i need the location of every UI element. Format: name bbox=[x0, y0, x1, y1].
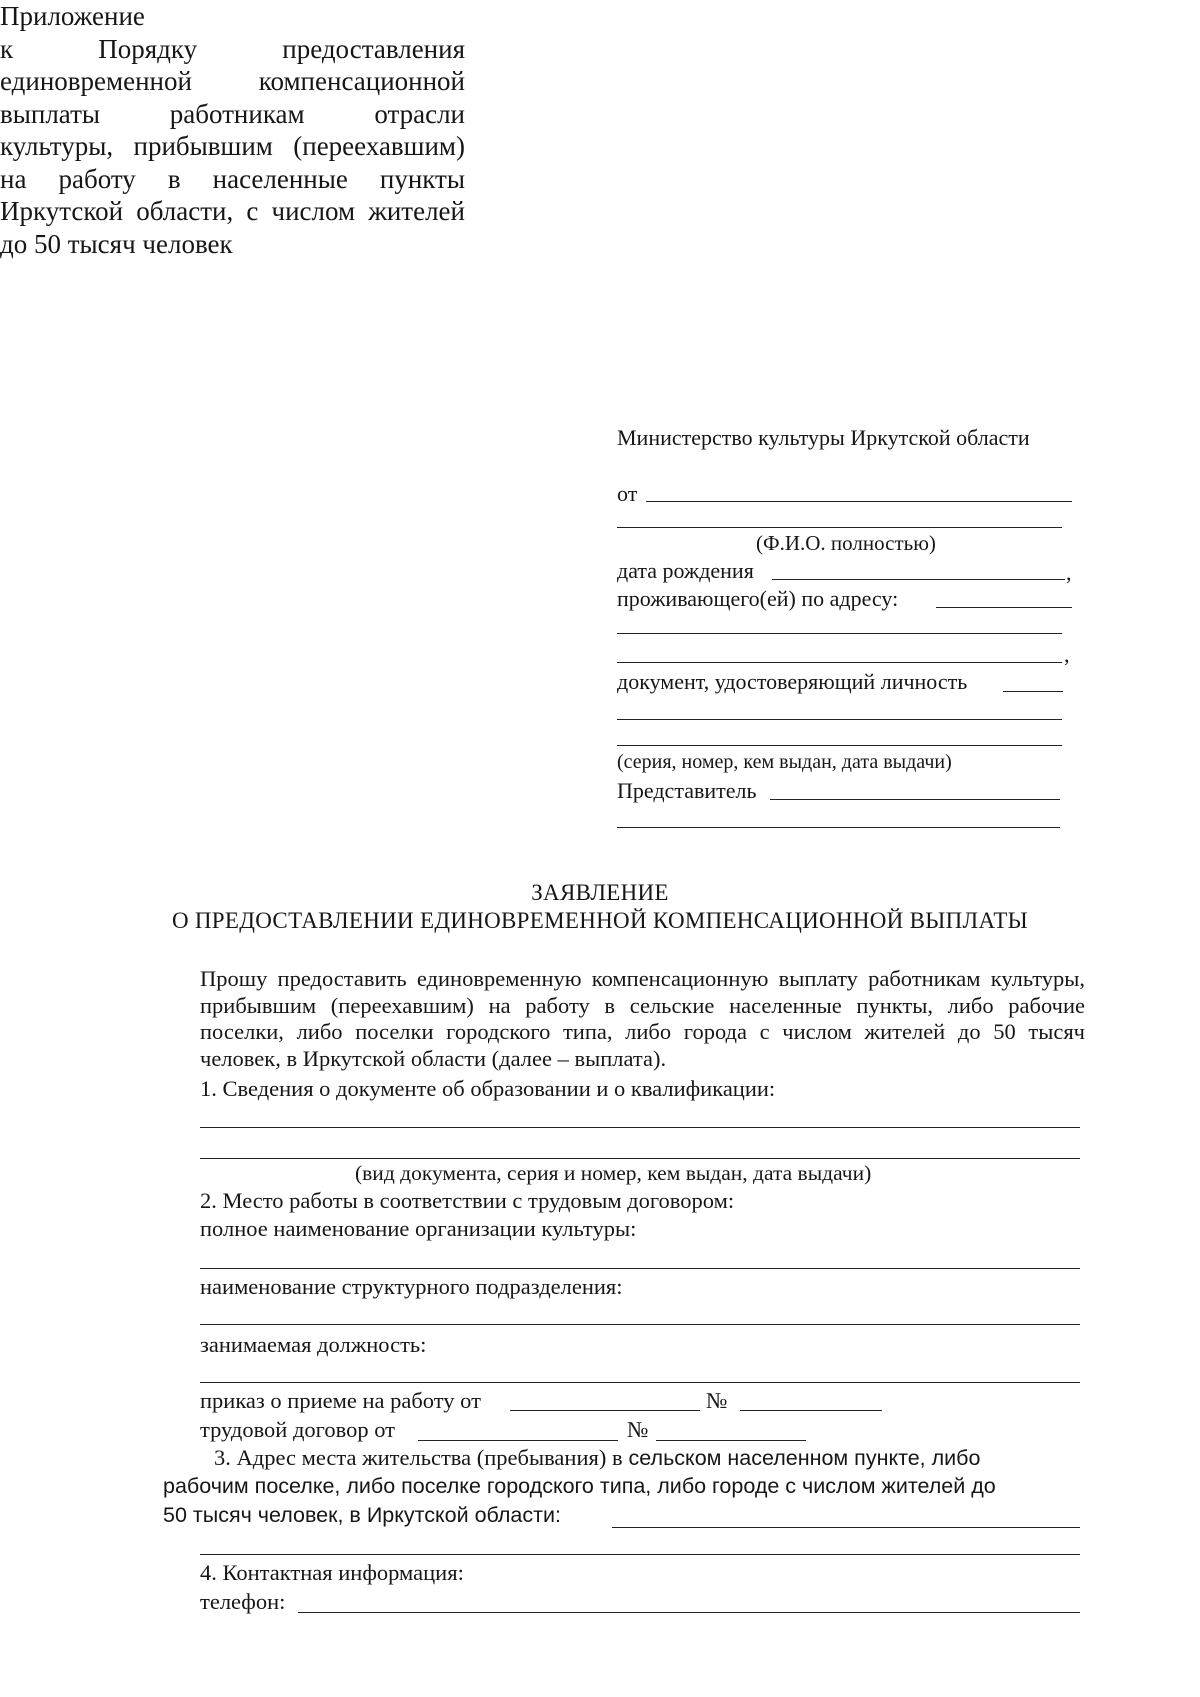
ministry-name: Министерство культуры Иркутской области bbox=[617, 425, 1030, 450]
fio-hint: (Ф.И.О. полностью) bbox=[756, 531, 936, 555]
position-field[interactable] bbox=[200, 1382, 1080, 1383]
representative-field[interactable] bbox=[770, 799, 1060, 800]
contract-number-field[interactable] bbox=[656, 1440, 806, 1441]
order-number-field[interactable] bbox=[740, 1410, 882, 1411]
appendix-line: выплаты работникам отрасли bbox=[0, 98, 465, 129]
order-label: приказ о приеме на работу от bbox=[200, 1388, 481, 1413]
residence-field[interactable] bbox=[936, 607, 1072, 608]
birth-date-field[interactable] bbox=[772, 579, 1065, 580]
id-document-label: документ, удостоверяющий личность bbox=[617, 669, 968, 694]
appendix-line: Приложение bbox=[0, 1, 145, 31]
organization-field[interactable] bbox=[200, 1268, 1080, 1269]
appendix-line: культуры, прибывшим (переехавшим) bbox=[0, 131, 465, 161]
from-label: от bbox=[617, 481, 638, 506]
residence-field-3[interactable] bbox=[617, 662, 1062, 663]
birth-date-label: дата рождения bbox=[617, 558, 754, 583]
comma: , bbox=[1064, 642, 1070, 667]
organization-label: полное наименование организации культуры: bbox=[200, 1216, 637, 1241]
item-3-start: 3. Адрес места жительства (пребывания) в bbox=[214, 1445, 623, 1470]
id-document-field[interactable] bbox=[1003, 691, 1063, 692]
item-3-line-3: 50 тысяч человек, в Иркутской области: bbox=[163, 1503, 561, 1527]
comma: , bbox=[1066, 560, 1072, 585]
document-title: ЗАЯВЛЕНИЕ bbox=[531, 880, 669, 905]
item-3-rest: сельском населенном пункте, либо bbox=[622, 1446, 981, 1470]
appendix-line: Иркутской области, с числом жителей bbox=[0, 196, 465, 226]
appendix-line: к Порядку предоставления bbox=[0, 33, 465, 64]
appendix-line: единовременной компенсационной bbox=[0, 66, 465, 96]
id-document-hint: (серия, номер, кем выдан, дата выдачи) bbox=[617, 751, 952, 773]
request-paragraph: Прошу предоставить единовременную компенсационную выплату работникам культуры, прибывшим (переехавшим) на работу в сельские населенные пункты, либо рабочие поселки, либо поселки городского типа, либо города с числом жителей до 50 тысяч человек, в Иркутской области (далее – выплата). bbox=[200, 966, 1085, 1071]
order-number-sign: № bbox=[706, 1388, 728, 1413]
education-doc-field-2[interactable] bbox=[200, 1158, 1080, 1159]
representative-field-2[interactable] bbox=[617, 827, 1060, 828]
item-1-label: 1. Сведения о документе об образовании и о квалификации: bbox=[200, 1076, 776, 1101]
appendix-line: до 50 тысяч человек bbox=[0, 228, 233, 259]
item-2-label: 2. Место работы в соответствии с трудовым договором: bbox=[200, 1188, 735, 1213]
phone-field[interactable] bbox=[298, 1612, 1080, 1613]
position-label: занимаемая должность: bbox=[200, 1332, 427, 1357]
residence-label: проживающего(ей) по адресу: bbox=[617, 586, 899, 611]
document-subtitle: О ПРЕДОСТАВЛЕНИИ ЕДИНОВРЕМЕННОЙ КОМПЕНСАЦИОННОЙ ВЫПЛАТЫ bbox=[171, 908, 1029, 933]
address-field[interactable] bbox=[612, 1527, 1080, 1528]
department-field[interactable] bbox=[200, 1324, 1080, 1325]
order-date-field[interactable] bbox=[510, 1410, 700, 1411]
address-field-2[interactable] bbox=[200, 1554, 1080, 1555]
education-doc-field[interactable] bbox=[200, 1127, 1080, 1128]
contract-number-sign: № bbox=[627, 1417, 649, 1442]
item-3-line-2: рабочим поселке, либо поселке городского типа, либо городе с числом жителей до bbox=[163, 1474, 996, 1498]
item-3-label bbox=[214, 1445, 980, 1471]
residence-field-2[interactable] bbox=[617, 633, 1062, 634]
id-document-field-2[interactable] bbox=[617, 719, 1062, 720]
contract-label: трудовой договор от bbox=[200, 1417, 395, 1442]
appendix-header bbox=[0, 0, 465, 260]
from-field[interactable] bbox=[646, 501, 1072, 502]
from-field-2[interactable] bbox=[617, 527, 1062, 528]
department-label: наименование структурного подразделения: bbox=[200, 1274, 623, 1299]
appendix-line: на работу в населенные пункты bbox=[0, 163, 465, 194]
phone-label: телефон: bbox=[200, 1589, 286, 1614]
representative-label: Представитель bbox=[617, 778, 757, 803]
contract-date-field[interactable] bbox=[418, 1440, 618, 1441]
id-document-field-3[interactable] bbox=[617, 745, 1062, 746]
item-4-label: 4. Контактная информация: bbox=[200, 1560, 464, 1585]
education-doc-hint: (вид документа, серия и номер, кем выдан, дата выдачи) bbox=[355, 1161, 872, 1185]
